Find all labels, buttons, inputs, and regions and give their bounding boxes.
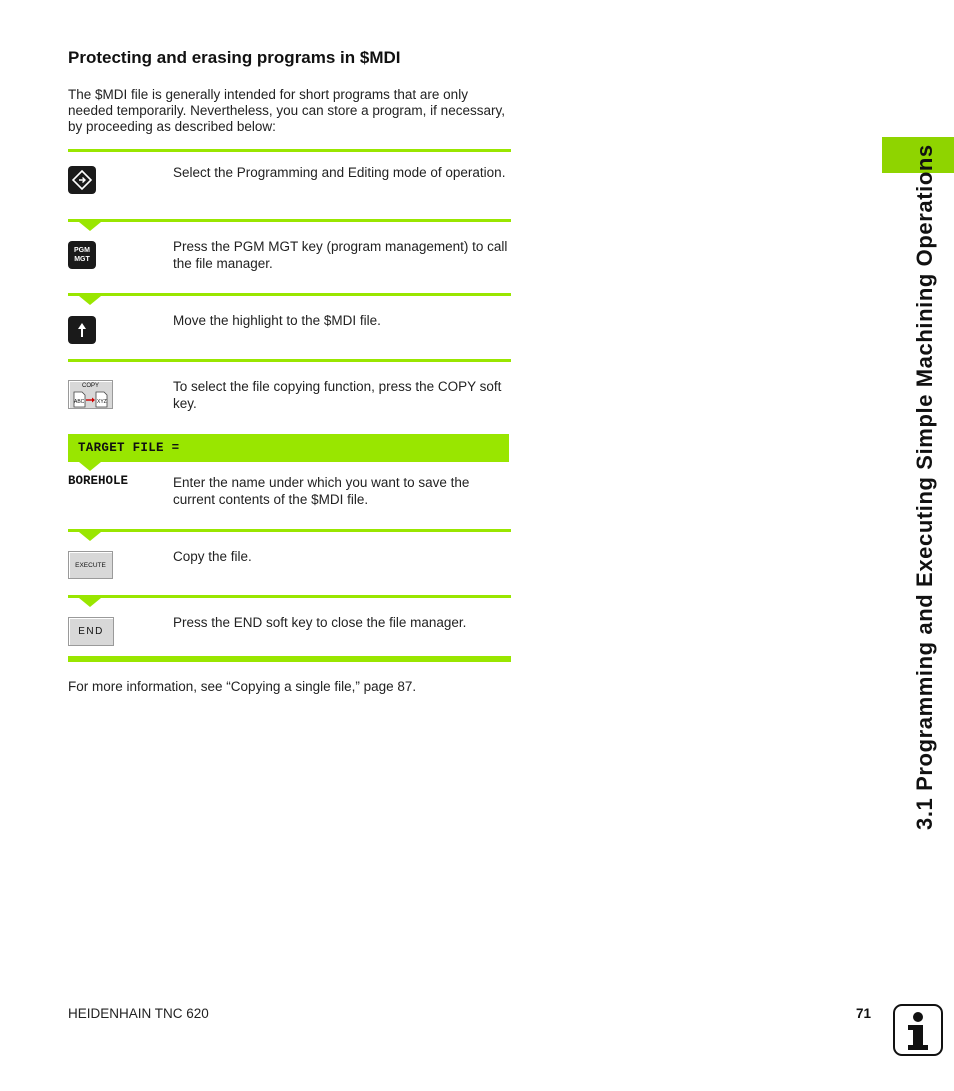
copy-softkey[interactable] [68, 380, 113, 409]
steps-end-bar [68, 656, 511, 662]
footer-product: HEIDENHAIN TNC 620 [68, 1006, 209, 1021]
dialog-prompt-bar: TARGET FILE = [68, 434, 509, 462]
copy-to-label: XYZ [97, 399, 107, 405]
intro-paragraph: The $MDI file is generally intended for short programs that are only needed temporarily. Nevertheless, you can store a program, if necessary, by proceeding as described below: [68, 87, 505, 134]
step-arrow [79, 222, 101, 231]
dialog-entry: BOREHOLE [68, 474, 129, 488]
step-description: Select the Programming and Editing mode of operation. [173, 165, 506, 180]
step-description: Move the highlight to the $MDI file. [173, 313, 381, 328]
step-description: Copy the file. [173, 549, 252, 564]
arrow-up-icon [76, 322, 88, 338]
page-number: 71 [856, 1006, 872, 1021]
step-divider [68, 595, 511, 598]
chapter-title: 3.1 Programming and Executing Simple Machining Operations [912, 144, 937, 830]
info-icon [893, 1004, 943, 1056]
execute-softkey[interactable]: EXECUTE [68, 551, 113, 579]
more-info-text: For more information, see “Copying a single file,” page 87. [68, 679, 417, 694]
pgm-mgt-key[interactable] [68, 241, 96, 269]
copy-from-label: ABC [74, 399, 85, 405]
arrow-up-key[interactable] [68, 316, 96, 344]
step-divider [68, 149, 511, 152]
step-description: To select the file copying function, press the COPY soft key. [173, 379, 502, 411]
step-description: Press the END soft key to close the file manager. [173, 615, 467, 630]
step-arrow [79, 532, 101, 541]
end-softkey[interactable]: END [68, 617, 114, 646]
programming-mode-icon [71, 169, 93, 191]
step-description: Enter the name under which you want to save the current contents of the $MDI file. [173, 475, 470, 507]
step-divider [68, 219, 511, 222]
key-label: MGT [74, 256, 90, 263]
step-divider [68, 359, 511, 362]
step-arrow [79, 296, 101, 305]
step-arrow [79, 462, 101, 471]
programming-mode-key[interactable] [68, 166, 96, 194]
step-arrow [79, 598, 101, 607]
key-label: PGM [74, 247, 90, 254]
section-heading: Protecting and erasing programs in $MDI [68, 48, 401, 67]
step-divider [68, 529, 511, 532]
softkey-label: COPY [81, 383, 99, 389]
step-description: Press the PGM MGT key (program management) to call the file manager. [173, 239, 508, 271]
step-divider [68, 293, 511, 296]
